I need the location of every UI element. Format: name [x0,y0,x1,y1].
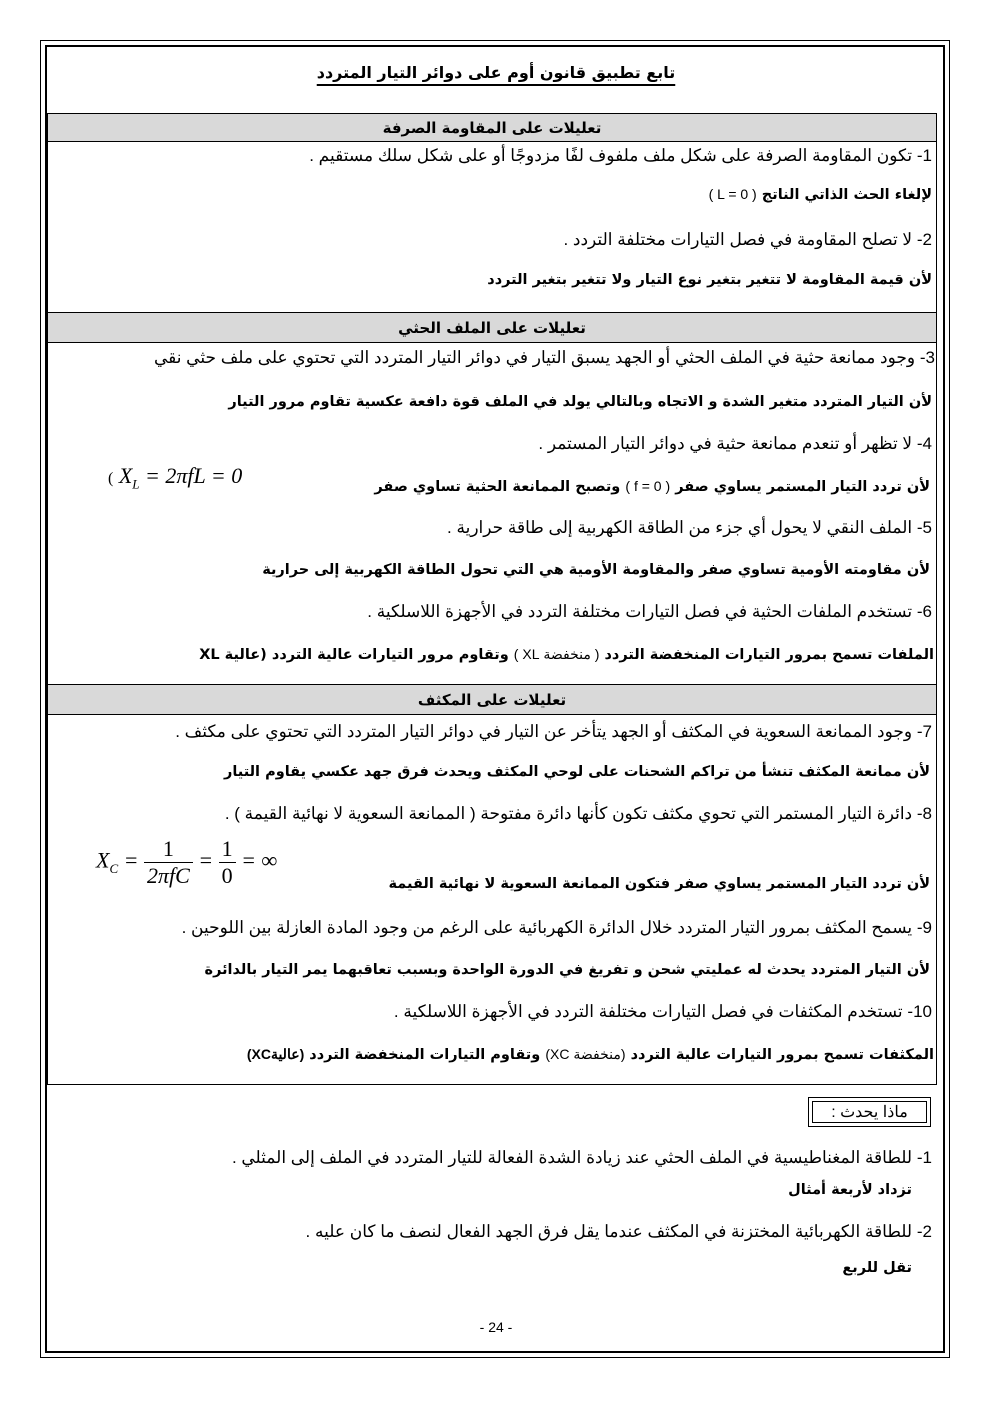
section-header-inductor: تعليلات على الملف الحثي [48,313,936,343]
item-1-question: 1- تكون المقاومة الصرفة على شكل ملف ملفوف لفًا مزدوجًا أو على شكل سلك مستقيم . [309,146,932,165]
what-2-answer: تقل للربع [842,1260,912,1276]
what-1-answer: تزداد لأربعة أمثال [788,1182,912,1198]
what-happens-label: ماذا يحدث : [812,1101,927,1123]
item-3-answer: لأن التيار المتردد متغير الشدة و الاتجاه وبالتالي يولد في الملف قوة دافعة عكسية تقاوم مرور التيار [228,394,932,410]
item-4-question: 4- لا تظهر أو تنعدم ممانعة حثية في دوائر التيار المستمر . [538,434,932,453]
capacitive-reactance-formula: $X_C$ = $\frac{1}{\text{2πfC}}$ = $\frac{1}{0}$ = ∞ [96,836,278,888]
item-10-question: 10- تستخدم المكثفات في فصل التيارات مختلفة التردد في الأجهزة اللاسلكية . [393,1002,932,1021]
page-title: تابع تطبيق قانون أوم على دوائر التيار المتردد [316,63,676,82]
item-8-question: 8- دائرة التيار المستمر التي تحوي مكثف تكون كأنها دائرة مفتوحة ( الممانعة السعوية لا نهائية القيمة ) . [224,804,932,823]
page-number: - 24 - [479,1319,513,1335]
item-7-question: 7- وجود الممانعة السعوية في المكثف أو الجهد يتأخر عن التيار في دوائر التيار المتردد التي تحتوي على مكثف . [175,722,932,741]
section-header-pure-resistance: تعليلات على المقاومة الصرفة [48,114,936,142]
item-6-question: 6- تستخدم الملفات الحثية في فصل التيارات مختلفة التردد في الأجهزة اللاسلكية . [367,602,932,621]
item-2-question: 2- لا تصلح المقاومة في فصل التيارات مختلفة التردد . [563,230,932,249]
item-5-question: 5- الملف النقي لا يحول أي جزء من الطاقة الكهربية إلى طاقة حرارية . [447,518,932,537]
section-header-capacitor: تعليلات على المكثف [48,685,936,715]
item-9-question: 9- يسمح المكثف بمرور التيار المتردد خلال الدائرة الكهربائية على الرغم من وجود المادة العازلة بين اللوحين . [181,918,932,937]
item-9-answer: لأن التيار المتردد يحدث له عمليتي شحن و تفريغ في الدورة الواحدة وبسبب تعاقبهما يمر التيار بالدائرة [204,962,930,978]
explanations-table [47,113,937,1085]
item-10-answer: المكثفات تسمح بمرور التيارات عالية التردد (منخفضة XC) وتقاوم التيارات المنخفضة التردد (عاليةXC) [246,1046,934,1063]
item-3-question: 3- وجود ممانعة حثية في الملف الحثي أو الجهد يسبق التيار في دوائر التيار المتردد التي تحتوي على ملف حثي نقي [153,348,935,367]
item-5-answer: لأن مقاومته الأومية تساوي صفر والمقاومة الأومية هي التي تحول الطاقة الكهربية إلى حرارية [262,562,930,578]
what-1-question: 1- للطاقة المغناطيسية في الملف الحثي عند زيادة الشدة الفعالة للتيار المتردد في الملف إلى المثلي . [231,1148,932,1167]
item-4-answer: لأن تردد التيار المستمر يساوي صفر ( f = 0 ) وتصبح الممانعة الحثية تساوي صفر [374,478,930,495]
item-7-answer: لأن ممانعة المكثف تنشأ من تراكم الشحنات على لوحي المكثف ويحدث فرق جهد عكسي يقاوم التيار [223,764,930,780]
item-8-answer: لأن تردد التيار المستمر يساوي صفر فتكون الممانعة السعوية لا نهائية القيمة [388,876,930,892]
item-6-answer: الملفات تسمح بمرور التيارات المنخفضة التردد ( منخفضة XL ) وتقاوم مرور التيارات عالية التردد (عالية XL [199,646,934,663]
item-2-answer: لأن قيمة المقاومة لا تتغير بتغير نوع التيار ولا تتغير بتغير التردد [487,272,932,288]
item-1-answer: لإلغاء الحث الذاتي الناتج ( L = 0 ) [708,186,932,203]
inductive-reactance-formula: ( $X_L = 2\pi fL = 0$ [108,463,243,492]
what-2-question: 2- للطاقة الكهربائية المختزنة في المكثف عندما يقل فرق الجهد الفعال لنصف ما كان عليه . [305,1222,932,1241]
